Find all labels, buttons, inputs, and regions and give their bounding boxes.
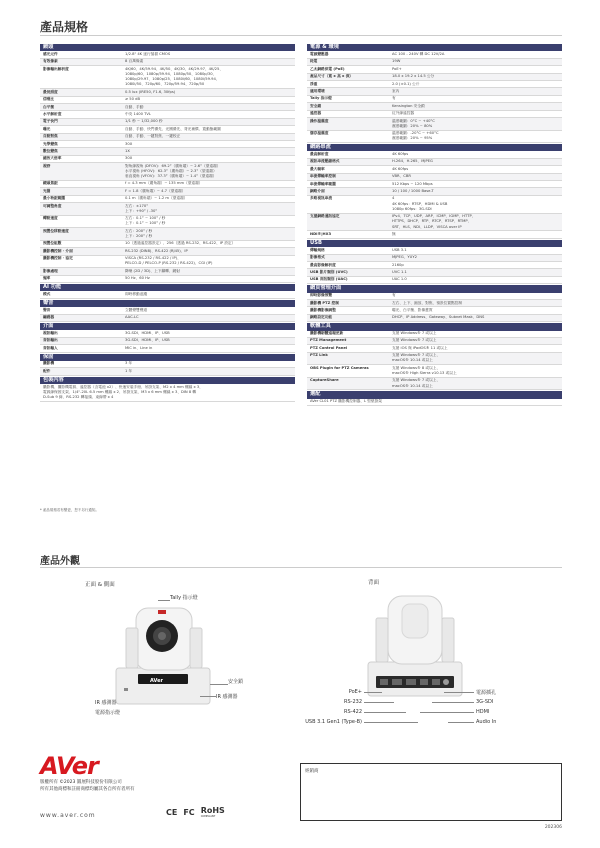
spec-label: 影像處理: [43, 268, 58, 273]
spec-label: 攝影機: [43, 361, 55, 366]
spec-value: 支援 Windows® 7 或以上、 macOS® 10.14 或以上: [392, 353, 441, 363]
spec-section-header: 電源 & 環境: [307, 44, 562, 51]
spec-value: 有: [392, 96, 396, 101]
aver-logo: AVer: [40, 752, 98, 780]
spec-label: 網路設定功能: [310, 315, 333, 320]
spec-value: 支援 Windows® 7 或以上、 macOS® 10.14 或以上: [392, 378, 441, 388]
spec-section-header: AI 功能: [40, 284, 295, 291]
callout-security: 安全鎖: [228, 679, 244, 685]
spec-label: 視訊串流壓縮格式: [310, 159, 340, 164]
spec-row: [307, 196, 562, 214]
spec-column-left: [40, 43, 295, 402]
spec-value: PoE+: [392, 66, 402, 71]
spec-row: [40, 148, 295, 155]
spec-row: [40, 156, 295, 163]
spec-label: Tally 指示燈: [310, 96, 332, 101]
views-divider: [40, 567, 562, 568]
page-title: 產品規格: [40, 20, 89, 34]
spec-row: [40, 141, 295, 148]
spec-label: USB 影片類別 (UVC): [310, 269, 348, 274]
spec-value: 自動、手動: [125, 104, 144, 109]
spec-row: [307, 255, 562, 262]
spec-row: [40, 196, 295, 203]
spec-row: [307, 231, 562, 238]
spec-row: [307, 345, 562, 352]
callout-tally: Tally 指示燈: [170, 595, 198, 601]
spec-row: [40, 104, 295, 111]
spec-label: NDI®|HX3: [310, 232, 332, 237]
spec-section-header: 鏡頭: [40, 44, 295, 51]
spec-row: [40, 291, 295, 298]
spec-section-body: [307, 331, 562, 391]
spec-label: USB 音訊類別 (UAC): [310, 277, 348, 282]
spec-label: 配件: [43, 368, 51, 373]
spec-value: H.264、H.265、MJPEG: [392, 159, 433, 164]
spec-row: [307, 103, 562, 110]
spec-value: 30X: [125, 141, 133, 146]
spec-value: 1X: [125, 148, 130, 153]
spec-label: CaptureShare: [310, 378, 339, 383]
spec-label: 編碼器: [43, 315, 55, 320]
spec-label: PTZ Management: [310, 338, 347, 343]
spec-row: [307, 81, 562, 88]
spec-label: 感光元件: [43, 51, 58, 56]
spec-value: 3G-SDI、HDMI、IP、USB: [125, 338, 170, 343]
spec-row: [307, 131, 562, 144]
spec-value: F = 1.8（廣角端）~ 4.7（望遠端）: [125, 188, 186, 193]
spec-value: 自動、手動、一鍵對焦、一鍵校正: [125, 134, 181, 139]
spec-row: [307, 293, 562, 300]
spec-value: 50 Hz、60 Hz: [125, 276, 150, 281]
reseller-label: 經銷商: [305, 769, 319, 774]
spec-row: [307, 181, 562, 188]
spec-row: [40, 181, 295, 188]
spec-value: 2160p: [392, 262, 404, 267]
spec-row: [40, 216, 295, 229]
fc-mark: FC: [183, 807, 195, 817]
certifications: [166, 806, 225, 818]
back-view-label: 背面: [368, 580, 380, 586]
spec-value: UAC 1.0: [392, 277, 407, 282]
spec-label: 串流傳輸率範圍: [310, 181, 336, 186]
spec-label: 視野: [43, 163, 51, 168]
spec-label: 有效像素: [43, 59, 58, 64]
spec-row: [307, 166, 562, 173]
spec-value: 無: [392, 232, 396, 237]
spec-row: [40, 361, 295, 368]
spec-label: 儲存溫濕度: [310, 131, 329, 136]
spec-label: 光學變焦: [43, 141, 58, 146]
callout-line-tally: [158, 600, 170, 601]
spec-row: [307, 300, 562, 307]
spec-label: 視訊輸出: [43, 330, 58, 335]
spec-row: [307, 151, 562, 158]
spec-note: * 產品規格若有變更，恕不另行通知。: [40, 508, 99, 512]
spec-label: 攝影機控制 · 協定: [43, 256, 73, 261]
spec-label: 影像格式: [310, 255, 325, 260]
spec-section-header: 軟體工具: [307, 323, 562, 330]
spec-row: [307, 118, 562, 131]
spec-label: 攝影機 PTZ 控制: [310, 300, 339, 305]
spec-value: 支援 iOS 與 iPadOS® 11 或以上: [392, 345, 448, 350]
callout-rs422: RS-422: [344, 709, 362, 715]
spec-row: [307, 66, 562, 73]
callout-line-hdmi: [420, 712, 474, 713]
front-camera-image: [108, 598, 218, 710]
back-camera-image: [362, 588, 468, 708]
spec-section-body: [40, 384, 295, 402]
spec-label: 最小物距範圍: [43, 196, 66, 201]
spec-row: [40, 51, 295, 58]
spec-row: [40, 330, 295, 337]
spec-row: [307, 338, 562, 345]
spec-row: [307, 315, 562, 322]
spec-label: 最大幀率: [310, 166, 325, 171]
spec-label: 攝影機控制 · 介面: [43, 248, 73, 253]
spec-value: ≥ 50 dB: [125, 97, 140, 102]
spec-value: IPv4、TCP、UDP、ARP、ICMP、IGMP、HTTP、 HTTPS、DHCP、RTP、RTCP、RTSP、RTMP、 SRT、HLS、NDI、LLDP、VISCA over IP: [392, 214, 476, 229]
spec-label: 總放大倍率: [43, 156, 62, 161]
spec-value: 左右：0.1° ~ 100° / 秒 上下：0.1° ~ 100° / 秒: [125, 216, 166, 226]
spec-row: [40, 111, 295, 118]
spec-row: [307, 307, 562, 314]
spec-value: 自動、手動、快門優先、光圈優先、背光補償、寬動態範圍: [125, 126, 221, 131]
callout-line-usb: [364, 722, 418, 723]
spec-value: UVC 1.1: [392, 269, 407, 274]
spec-label: 即時影像預覽: [310, 293, 333, 298]
spec-column-right: [307, 43, 562, 406]
legal-text: [40, 780, 135, 793]
spec-label: 傳輸規格: [310, 247, 325, 252]
spec-row: [40, 97, 295, 104]
spec-row: [307, 262, 562, 269]
spec-value: 支援 Windows® 7 或以上: [392, 331, 437, 336]
spec-value: 10（透過遙控器設定）、256（透過 RS-232、RS-422、IP 設定）: [125, 241, 236, 246]
svg-text:AVer: AVer: [150, 678, 163, 684]
spec-value: 支援 Windows® 7 或以上: [392, 338, 437, 343]
spec-value: 0.5 lux (IRE50, F1.6, 30fps): [125, 89, 176, 94]
callout-line-power-jack: [444, 692, 474, 693]
spec-row: [40, 368, 295, 375]
spec-value: 0.1 m（廣角端）~ 1.2 m（望遠端）: [125, 196, 188, 201]
spec-section-body: [307, 399, 562, 406]
spec-label: 多路視訊串流: [310, 196, 333, 201]
spec-section-body: [307, 247, 562, 284]
spec-row: [307, 331, 562, 338]
spec-row: [307, 96, 562, 103]
spec-label: 攝影機韌體遠端更新: [310, 331, 344, 336]
spec-value: 1/1 秒 ~ 1/32,000 秒: [125, 119, 163, 124]
spec-value: 3G-SDI、HDMI、IP、USB: [125, 330, 170, 335]
spec-section-header: 聲音: [40, 300, 295, 307]
spec-value: USB 3.1: [392, 247, 407, 252]
spec-value: AAC-LC: [125, 315, 139, 320]
website-link[interactable]: www.aver.com: [40, 812, 96, 819]
callout-power-led: 電源指示燈: [95, 710, 121, 716]
callout-hdmi: HDMI: [476, 709, 490, 715]
spec-row: [307, 247, 562, 254]
spec-label: 乙太網路供電 (PoE): [310, 66, 345, 71]
legal-line-copyright: 版權所有 ©2023 圓展科技股份有限公司: [40, 780, 122, 785]
spec-section-body: [40, 307, 295, 322]
spec-section-body: [307, 293, 562, 323]
spec-label: 適用環境: [310, 88, 325, 93]
spec-label: OBS Plugin for PTZ Cameras: [310, 365, 369, 370]
spec-section-body: [40, 330, 295, 352]
spec-value: 有: [392, 293, 396, 298]
spec-section-body: [307, 151, 562, 238]
spec-label: 預置位移動速度: [43, 228, 69, 233]
spec-value: 溫度範圍：-20°C ~ +60°C 濕度範圍：20% ~ 95%: [392, 131, 439, 141]
spec-value: 對角線視角 (DFOV)：69.2°（廣角端）~ 2.6°（望遠端） 水平視角 (HFOV)：62.3°（廣角端）~ 2.3°（望遠端） 垂直視角 (VFOV)：37.3°（廣角端）~ 1.4°（望遠端）: [125, 163, 221, 179]
legal-line-trademark: 所有其他商標和註冊商標均屬其各自所有者所有: [40, 786, 135, 792]
spec-value: 1/2.8" 4K 逐行掃描 CMOS: [125, 51, 171, 56]
spec-row: [40, 119, 295, 126]
spec-row: [40, 345, 295, 352]
spec-row: [307, 365, 562, 378]
spec-row: [307, 378, 562, 391]
spec-row: [307, 399, 562, 406]
spec-label: 音訊輸入: [43, 345, 58, 350]
callout-line-rs232: [364, 702, 394, 703]
callout-line-ir-right: [200, 696, 216, 697]
spec-value: 中央 1400 TVL: [125, 111, 151, 116]
document-code: 202306: [544, 825, 562, 830]
spec-value: 即時移動追蹤: [125, 291, 148, 296]
spec-label: 影像輸出解析度: [43, 66, 69, 71]
spec-row: [307, 59, 562, 66]
spec-value: 30X: [125, 156, 133, 161]
spec-value: 4 4K 60fps：RTSP、HDMI & USB 1080p 60fps：3G-SDI: [392, 196, 448, 211]
spec-label: 支援網路通訊協定: [310, 214, 340, 219]
callout-line-security: [210, 684, 228, 685]
spec-row: [307, 269, 562, 276]
callout-line-audio: [448, 722, 474, 723]
spec-row: [307, 277, 562, 284]
spec-row: [40, 276, 295, 283]
callout-audio-in: Audio In: [476, 719, 497, 725]
spec-value: VBR、CBR: [392, 174, 411, 179]
callout-line-sdi: [432, 702, 474, 703]
spec-label: 曝光: [43, 126, 51, 131]
spec-label: 可調整角度: [43, 203, 62, 208]
spec-label: 最高影像解析度: [310, 262, 336, 267]
spec-row: [40, 268, 295, 275]
spec-label: PTZ Link: [310, 353, 328, 358]
spec-value: VISCA (RS-232 / RS-422 / IP)、 PELCO-D / PELCO-P (RS-232 / RS-422)、CGI (IP): [125, 256, 213, 266]
spec-value: 紅外線遙控器: [392, 111, 415, 116]
spec-label: 鏡頭焦距: [43, 181, 58, 186]
spec-value: 4K 60fps: [392, 166, 409, 171]
spec-value: 4K/60、4K/59.94、4K/50、4K/30、4K/29.97、4K/25、 1080p/60、1080p/59.94、1080p/50、1080p/30、 1080p/29.97、1080p/25、1080i/60、1080i/59.94、 1080i/50、720p/60、720p/59.94、720p/50: [125, 66, 224, 87]
title-divider: [40, 35, 562, 36]
callout-ir-right: IR 感測器: [216, 694, 238, 700]
spec-row: [307, 88, 562, 95]
spec-section-body: [40, 361, 295, 376]
spec-row: [40, 134, 295, 141]
spec-value: DHCP、IP Address、Gateway、Subnet Mask、DNS: [392, 315, 485, 320]
spec-row: [40, 384, 295, 402]
spec-row: [307, 51, 562, 58]
spec-label: 白平衡: [43, 104, 55, 109]
spec-section-body: [40, 291, 295, 298]
spec-value: 室內: [392, 88, 400, 93]
spec-row: [40, 338, 295, 345]
spec-value: 溫度範圍：0°C ~ +40°C 濕度範圍：20% ~ 80%: [392, 118, 435, 128]
spec-label: 電子快門: [43, 119, 58, 124]
callout-poe: PoE+: [348, 689, 362, 695]
spec-value: MJPEG、YUY2: [392, 255, 417, 260]
spec-value: 立體聲雙聲道: [125, 307, 148, 312]
spec-label: 操作溫濕度: [310, 118, 329, 123]
spec-row: [40, 126, 295, 133]
spec-label: 產品尺寸（寬 x 高 x 深）: [310, 74, 354, 79]
reseller-box: [300, 763, 562, 821]
spec-label: 模式: [43, 291, 51, 296]
callout-usb: USB 3.1 Gen1 (Type-B): [305, 719, 362, 725]
spec-label: 光圈: [43, 188, 51, 193]
spec-value: 19W: [392, 59, 401, 64]
spec-row: [40, 59, 295, 66]
spec-value: MIC in、Line in: [125, 345, 153, 350]
spec-row: [40, 89, 295, 96]
spec-label: 耗電: [310, 59, 318, 64]
callout-line-rs422: [364, 712, 406, 713]
spec-label: 淨重: [310, 81, 318, 86]
spec-row: [40, 203, 295, 216]
spec-value: f = 4.3 mm（廣角端）~ 135 mm（望遠端）: [125, 181, 203, 186]
spec-value: 10 / 100 / 1000 Base-T: [392, 189, 434, 194]
spec-section-header: 網路串流: [307, 144, 562, 151]
spec-section-header: 網頁管理介面: [307, 285, 562, 292]
spec-value: 曝光、白平衡、影像畫質: [392, 307, 433, 312]
spec-section-header: USB: [307, 240, 562, 247]
spec-label: 音訊輸出: [43, 338, 58, 343]
spec-section-header: 保固: [40, 354, 295, 361]
spec-value: 8 百萬像素: [125, 59, 144, 64]
spec-row: [40, 315, 295, 322]
spec-row: [40, 307, 295, 314]
spec-label: 電源變壓器: [310, 51, 329, 56]
spec-value: 512 Kbps ~ 120 Mbps: [392, 181, 433, 186]
spec-value: Kensington 安全鎖: [392, 103, 425, 108]
spec-value: 2.0 (±0.1) 公斤: [392, 81, 420, 86]
spec-label: 串流傳輸率控制: [310, 174, 336, 179]
spec-value: 左右：200° / 秒 上下：200° / 秒: [125, 228, 153, 239]
spec-label: 網路介面: [310, 189, 325, 194]
spec-row: [307, 74, 562, 81]
callout-line-poe: [364, 692, 382, 693]
spec-label: 預置位組數: [43, 241, 62, 246]
spec-row: [40, 248, 295, 255]
spec-value: AVer CL01 PTZ 攝影機控制器、L 型壁掛架: [310, 399, 382, 404]
spec-label: 頻率: [43, 276, 51, 281]
ce-mark: CE: [166, 807, 178, 817]
spec-row: [40, 256, 295, 269]
spec-row: [40, 66, 295, 89]
spec-value: 18.0 x 19.2 x 14.5 公分: [392, 74, 435, 79]
spec-row: [40, 228, 295, 241]
spec-section-header: 選配: [307, 391, 562, 398]
callout-ir-left: IR 感測器: [95, 700, 117, 706]
spec-row: [40, 188, 295, 195]
spec-label: 聲音: [43, 307, 51, 312]
spec-value: RS-232 (DIN8)、RS-422 (RJ45)、IP: [125, 248, 188, 253]
spec-value: 左右：±170° 上下：+90° / -30°: [125, 203, 158, 213]
spec-value: 左右、上下、縮放、對焦、預設位置點控制: [392, 300, 463, 305]
spec-section-body: [307, 51, 562, 143]
spec-value: 3 年: [125, 361, 133, 366]
spec-value: 支援 Windows® 8 或以上、 macOS® High Sierra v10.13 或以上: [392, 365, 457, 376]
spec-label: 攝影機影像調整: [310, 307, 336, 312]
spec-label: 轉動速度: [43, 216, 58, 221]
spec-value: AC 100 - 240V 轉 DC 12V/2A: [392, 51, 445, 56]
spec-value: 4K 60fps: [392, 152, 409, 157]
spec-section-header: 包裝內容: [40, 377, 295, 384]
spec-section-body: [40, 51, 295, 283]
spec-value: 1 年: [125, 368, 133, 373]
spec-row: [307, 159, 562, 166]
spec-value: 攝影機、攝影機電源、遙控器（含電池 x2）、快速安裝手冊、吊掛支架、M2 x 4 mm 螺絲 x 3、 電源線保固支架、1/4"-20L 6.5 mm 螺絲 x 2、吊掛支架、M3 x 6 mm 螺絲 x 3、DIN 8 轉 D-Sub 9 線、RS-232 轉接頭、束線帶 x 4: [43, 384, 203, 400]
spec-row: [307, 111, 562, 118]
spec-label: 安全鎖: [310, 103, 322, 108]
callout-power-jack: 電源插孔: [476, 690, 497, 696]
rohs-mark: RoHS COMPLIANT: [200, 806, 225, 818]
spec-label: 最低照度: [43, 89, 58, 94]
spec-label: 信噪比: [43, 97, 55, 102]
callout-rs232: RS-232: [344, 699, 362, 705]
spec-label: 自動對焦: [43, 134, 58, 139]
spec-row: [307, 174, 562, 181]
spec-section-header: 介面: [40, 323, 295, 330]
spec-row: [307, 214, 562, 232]
spec-value: 降噪 (2D / 3D)、上下翻轉、鏡射: [125, 268, 180, 273]
spec-label: PTZ Control Panel: [310, 345, 348, 350]
callout-sdi: 3G-SDI: [476, 699, 494, 705]
spec-label: 水平解析度: [43, 111, 62, 116]
spec-label: 遙控器: [310, 111, 322, 116]
spec-row: [307, 353, 562, 366]
spec-row: [40, 241, 295, 248]
spec-label: 最高解析度: [310, 152, 329, 157]
spec-row: [307, 188, 562, 195]
views-title: 產品外觀: [40, 556, 80, 567]
spec-row: [40, 163, 295, 181]
front-view-label: 正面 & 側面: [85, 582, 115, 588]
spec-label: 數位變焦: [43, 148, 58, 153]
